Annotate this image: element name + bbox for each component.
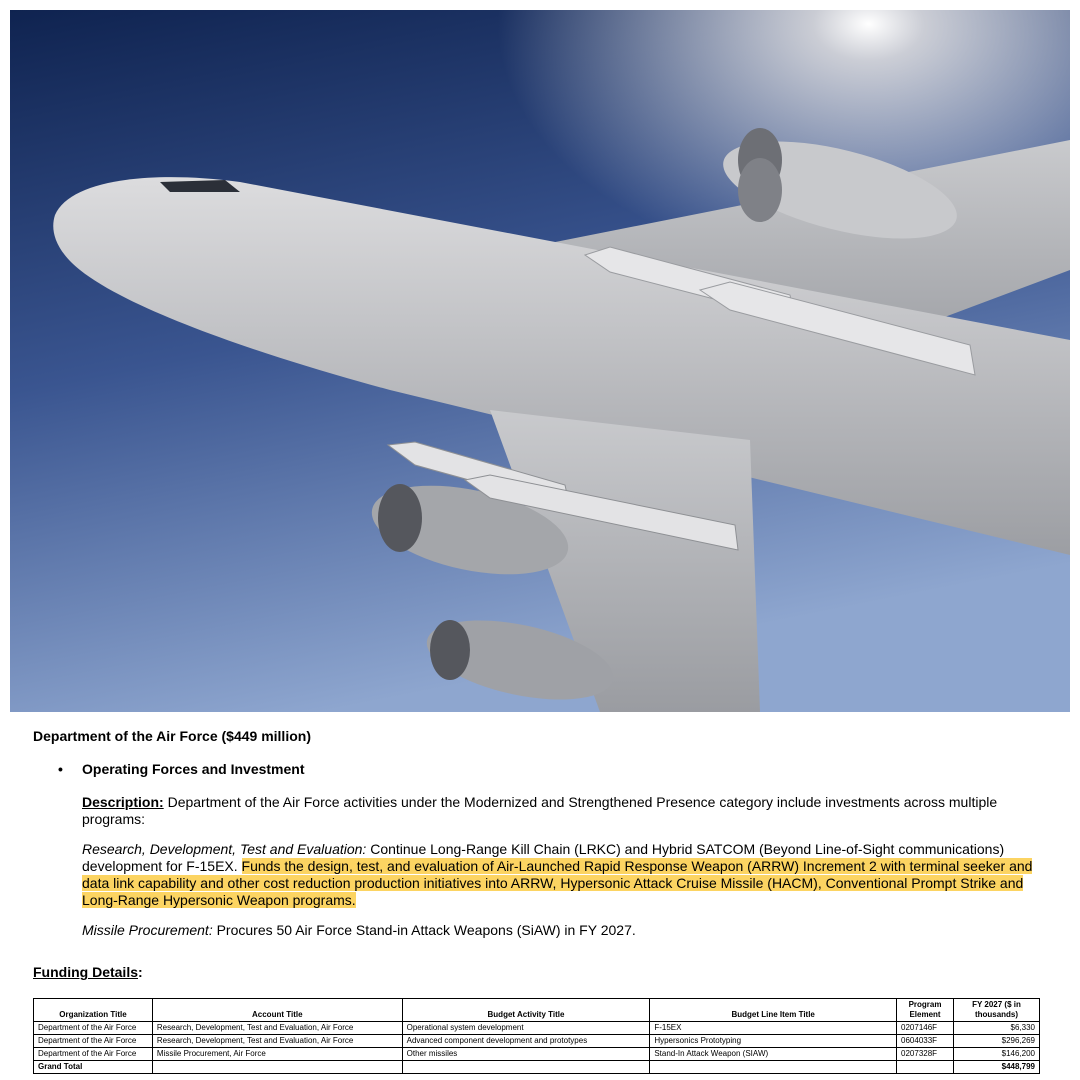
empty-cell (152, 1061, 402, 1074)
aircraft-photo (10, 10, 1070, 712)
table-row (34, 1035, 1040, 1048)
funding-details-title (33, 964, 143, 980)
cell-activity: Advanced component development and prototypes (402, 1035, 650, 1048)
table-row (34, 1048, 1040, 1061)
empty-cell (897, 1061, 954, 1074)
description-label: Description: (82, 794, 164, 810)
header-budget-line: Budget Line Item Title (650, 999, 897, 1022)
description-paragraph (82, 794, 1042, 828)
cell-amount: $146,200 (954, 1048, 1040, 1061)
cell-amount: $6,330 (954, 1022, 1040, 1035)
rdte-paragraph (82, 841, 1042, 909)
cell-account: Missile Procurement, Air Force (152, 1048, 402, 1061)
header-org: Organization Title (34, 999, 153, 1022)
cell-activity: Other missiles (402, 1048, 650, 1061)
cell-org: Department of the Air Force (34, 1048, 153, 1061)
rdte-label: Research, Development, Test and Evaluation: (82, 841, 367, 857)
header-budget-activity: Budget Activity Title (402, 999, 650, 1022)
header-program-element: Program Element (897, 999, 954, 1022)
cell-program-element: 0207328F (897, 1048, 954, 1061)
cell-line-item: Hypersonics Prototyping (650, 1035, 897, 1048)
missile-procurement-paragraph (82, 922, 1042, 939)
table-header-row (34, 999, 1040, 1022)
bullet-dot: • (58, 761, 63, 777)
cell-program-element: 0604033F (897, 1035, 954, 1048)
empty-cell (650, 1061, 897, 1074)
cell-activity: Operational system development (402, 1022, 650, 1035)
bullet-label: Operating Forces and Investment (82, 761, 305, 777)
rdte-highlight: Funds the design, test, and evaluation of Air-Launched Rapid Response Weapon (ARRW) Increment 2 with terminal seeker and data link capability and other cost reduction production initiatives into ARRW, Hypersonic Attack Cruise Missile (HACM), Conventional Prompt Strike and Long-Range Hypersonic Weapon programs. (82, 858, 1033, 908)
grand-total-value: $448,799 (954, 1061, 1040, 1074)
bullet-item (58, 761, 305, 777)
empty-cell (402, 1061, 650, 1074)
rdte-text: Continue Long-Range Kill Chain (LRKC) and Hybrid SATCOM (Beyond Line-of-Sight communications) development for F-15EX. (82, 841, 1005, 874)
grand-total-label: Grand Total (34, 1061, 153, 1074)
funding-table (33, 998, 1040, 1074)
funding-title-colon: : (138, 964, 143, 980)
cell-org: Department of the Air Force (34, 1035, 153, 1048)
missile-label: Missile Procurement: (82, 922, 213, 938)
missile-text: Procures 50 Air Force Stand-in Attack Weapons (SiAW) in FY 2027. (212, 922, 636, 938)
header-fy2027: FY 2027 ($ in thousands) (954, 999, 1040, 1022)
grand-total-row (34, 1061, 1040, 1074)
cell-line-item: Stand-In Attack Weapon (SIAW) (650, 1048, 897, 1061)
table-row (34, 1022, 1040, 1035)
header-account: Account Title (152, 999, 402, 1022)
cell-account: Research, Development, Test and Evaluation, Air Force (152, 1022, 402, 1035)
cell-program-element: 0207146F (897, 1022, 954, 1035)
section-title: Department of the Air Force ($449 million) (33, 728, 311, 744)
cell-line-item: F-15EX (650, 1022, 897, 1035)
cell-account: Research, Development, Test and Evaluation, Air Force (152, 1035, 402, 1048)
cell-org: Department of the Air Force (34, 1022, 153, 1035)
description-text: Department of the Air Force activities under the Modernized and Strengthened Presence category include investments across multiple programs: (82, 794, 998, 827)
funding-title-text: Funding Details (33, 964, 138, 980)
cell-amount: $296,269 (954, 1035, 1040, 1048)
